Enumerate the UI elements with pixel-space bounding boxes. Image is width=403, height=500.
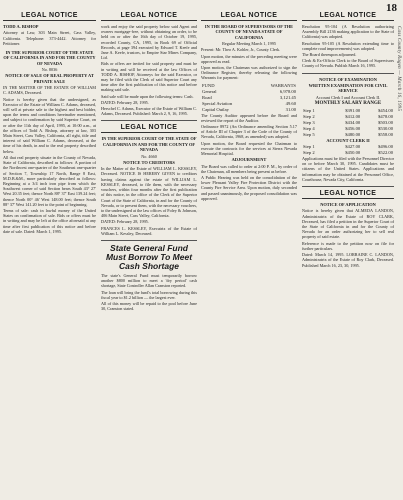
notice-application bbox=[302, 202, 394, 268]
notice-paragraph: Upon motion, the Chairman was authorized to sign the Ordinance Register, thereby releasing the following Warrants for payment: bbox=[201, 65, 297, 81]
salary-step: Step 5 bbox=[303, 132, 315, 138]
warrant-fund: FUND bbox=[202, 82, 215, 88]
notice-estate: IN THE MATTER OF THE ESTATE OF WILLIAM C. ADAMS, Deceased. bbox=[3, 85, 96, 96]
notice-examination bbox=[302, 77, 394, 182]
notice-to-creditors bbox=[101, 136, 197, 235]
section-header: LEGAL NOTICE bbox=[101, 124, 197, 133]
notice-signature: Dated: March 14, 1995. LORRAINE C. LANDON, Administratrix of the Estate of Roy Clark, Deceased. Published March 16, 23, 30, 1995. bbox=[302, 252, 394, 268]
notice-board-title: IN THE BOARD OF SUPERVISORS OF THE COUNTY OF NEVADA STATE OF CALIFORNIA bbox=[204, 24, 294, 40]
notice-title: TODD A. BISHOP bbox=[3, 24, 39, 29]
salary-step: Step 2 bbox=[303, 114, 315, 120]
column-3 bbox=[201, 12, 297, 494]
salary-value: $427.00 bbox=[345, 144, 361, 150]
notice-paragraph: All that real property situate in the County of Nevada, State of California, described as follows: A portion of the Northwest one-quarter of the Southeast one-quarter of Section 7, Township 17 North, Range 8 East, M.D.B.&M., more particularly described as follows: Beginning at a 3/4 inch iron pipe from which the Southwest corner of said Section bears South 43° 27' West 20.35 feet; thence North 88° 37' East 139.24 feet; thence North 00° 46' West 148.00 feet; thence South 88° 37' West 141.20 feet to the point of beginning. bbox=[3, 154, 96, 207]
notice-case-number: No. 4660 bbox=[141, 153, 157, 159]
salary-value: $450.00 bbox=[345, 150, 361, 156]
column-2 bbox=[101, 12, 197, 494]
salary-value: $558.00 bbox=[378, 132, 393, 138]
notice-paragraph: Bids or offers are invited for said property and must be in writing and will be received at the law Offices of TODD A. BISHOP, Attorneys for the said Executor, or may be filed with the Clerk of said Superior Court any time after the first publication of this notice and before making said sale. bbox=[101, 61, 197, 93]
notice-sale-of-property bbox=[3, 50, 96, 234]
meeting-date: Regular Meeting March 1, 1995 bbox=[222, 41, 276, 47]
column-4-header: LEGAL NOTICE bbox=[302, 12, 394, 21]
notice-paragraph: Ordinance 8972 (An Ordinance amending Section 5.17 of Article III of Chapter 3 of the Code of the County of Nevada, California, 1968, as amended) was adopted. bbox=[201, 124, 297, 140]
notice-subtitle: ADJOURNMENT bbox=[231, 157, 267, 163]
notice-court-title: IN THE SUPERIOR COURT OF THE STATE OF CALIFORNIA IN AND FOR THE COUNTY OF NEVADA bbox=[101, 136, 197, 153]
warrant-fund: Road bbox=[202, 94, 212, 100]
notice-paragraph: Resolution 95-105 (A Resolution extending time to complete road improvements) was adopted. bbox=[302, 40, 394, 51]
divider bbox=[101, 120, 197, 121]
notice-paragraph: Upon motion, the minutes of the preceding meeting were approved as read. bbox=[201, 53, 297, 64]
notice-paragraph: Applications must be filed with the Personnel Director on or before March 30, 1995. Candidates must be citizens of the United States. Applications and information may be obtained at the Personnel Office, Courthouse, Nevada City, California. bbox=[302, 156, 394, 182]
warrant-amount: 49.60 bbox=[285, 100, 296, 106]
salary-value: $391.00 bbox=[345, 108, 361, 114]
salary-value: $478.00 bbox=[378, 114, 393, 120]
column-3-header: LEGAL NOTICE bbox=[201, 12, 297, 21]
news-article bbox=[101, 273, 197, 311]
notice-paragraph: Notice is hereby given that ALMEDA LANDON, Administratrix of the Estate of ROY CLARK, Deceased, has filed a petition in the Superior Court of the State of California in and for the County of Nevada for an order authorizing her to sell real property of said estate. bbox=[302, 208, 394, 240]
notice-paragraph: The County Auditor appeared before the Board and reviewed the report of the Auditor. bbox=[201, 112, 297, 123]
article-paragraph: The loan will bring the fund's total borrowing during this fiscal year to $1.2 billion — the largest ever. bbox=[101, 289, 197, 300]
warrant-amount: 3,121.45 bbox=[279, 94, 296, 100]
salary-step: Step 2 bbox=[303, 150, 315, 156]
notice-continued bbox=[101, 24, 197, 116]
notice-signature: Herschel C. Adams, Executor of the Estate of William C. Adams, Deceased. Published: March 2, 9, 16, 1995. bbox=[101, 106, 197, 117]
warrant-fund: Capital Outlay bbox=[202, 106, 229, 112]
warrant-fund: Special Aviation bbox=[202, 100, 233, 106]
notice-subtitle: NOTICE OF SALE OF REAL PROPERTY AT PRIVATE SALE bbox=[5, 73, 94, 84]
warrant-table bbox=[201, 83, 297, 113]
notice-attorney bbox=[3, 24, 96, 46]
notice-title: NOTICE OF APPLICATION bbox=[320, 202, 376, 208]
salary-step: Step 3 bbox=[303, 120, 315, 126]
notice-paragraph: In the Matter of the Estate of WILLIAM L. KESSLEY, Deceased. NOTICE IS HEREBY GIVEN to creditors having claims against the estate of WILLIAM L. KESSLEY, deceased, to file them, with the necessary vouchers, within four months after the first publication of this notice, in the office of the Clerk of the Superior Court of the State of California, in and for the County of Nevada, or to present them, with the necessary vouchers, to the undersigned at the law offices of Foley & Johnson, 406 Main Street, Cass Valley, California. bbox=[101, 166, 197, 219]
salary-value: $522.00 bbox=[378, 150, 393, 156]
news-headline: State General Fund Must Borrow To Meet Cash Shortage bbox=[105, 242, 193, 271]
notice-paragraph: Account Clerk I and Account Clerk II. bbox=[315, 94, 381, 100]
divider bbox=[302, 73, 394, 74]
notice-signature: Clerk & Ex-Officio Clerk to the Board of Supervisors County of Nevada. Publish March 16, 1995. bbox=[302, 58, 394, 69]
notice-paragraph: The Board was called to order at 2:00 P. M., by order of the Chairman, all members being present as before. bbox=[201, 163, 297, 174]
divider bbox=[302, 186, 394, 187]
notice-board-minutes bbox=[201, 24, 297, 201]
notice-paragraph: Notice is hereby given that the undersigned, as Executor of the Estate of William C. Adams, deceased, will sell at private sale to the highest and best bidder, upon the terms and conditions hereinafter mentioned, and subject to confirmation by said Superior Court, on or after the 11th day of April, 1995, at 10:00 a.m., at the offices of Todd A. Bishop, attorney at law, 303 Main Street, Cass Valley, California, all right, title and interest of said William C. Adams, deceased, at the time of his death, in and to the real property described below. bbox=[3, 96, 96, 154]
notice-paragraph: Terms of sale: cash in lawful money of the United States on confirmation of sale. Bids or offers must be in writing and may be left at the office aforesaid at any time after first publication of this notice and before date of sale. Dated: March 1, 1995. bbox=[3, 207, 96, 234]
running-head: Cass County Ragen — March 16, 1995 bbox=[396, 26, 401, 112]
article-paragraph: The state's General Fund must temporarily borrow another $800 million to meet a 'dry period' cash shortage, State Controller Allan Cranston reported. bbox=[101, 272, 197, 289]
salary-value: $412.00 bbox=[345, 114, 361, 120]
notice-paragraph: Present: Mr. Theo A. Kohler, Jr., County Clerk. bbox=[201, 47, 281, 53]
notice-body: Attorney at Law, 303 Main Street, Cass Valley, California. Telephone: 373-4442. Attorney for Petitioner. bbox=[3, 30, 96, 46]
warrant-amount: WARRANTS bbox=[270, 82, 296, 88]
column-4 bbox=[302, 12, 394, 494]
notice-subtitle: NOTICE TO CREDITORS bbox=[123, 159, 175, 165]
notice-case-number: No. 8036 bbox=[41, 67, 58, 73]
warrant-amount: 6,978.00 bbox=[279, 88, 296, 94]
notice-court-title: IN THE SUPERIOR COURT OF THE STATE OF CALIFORNIA IN AND FOR THE COUNTY OF NEVADA bbox=[3, 50, 96, 66]
notice-paragraph: The Board thereupon adjourned. bbox=[302, 52, 357, 58]
salary-value: $496.00 bbox=[378, 144, 393, 150]
warrant-amount: 31.00 bbox=[285, 106, 296, 112]
salary-value: $480.00 bbox=[345, 132, 361, 138]
divider bbox=[101, 240, 197, 241]
article-paragraph: All of this money will be repaid to the pool before June 30, Cranston stated. bbox=[101, 300, 197, 312]
salary-value: $503.00 bbox=[378, 120, 393, 126]
warrant-fund: General bbox=[202, 88, 217, 94]
notice-title: NOTICE OF EXAMINATION bbox=[319, 76, 377, 82]
column-2-header: LEGAL NOTICE bbox=[101, 12, 197, 21]
salary-value: $456.00 bbox=[345, 126, 361, 132]
notice-dated: DATED: February 28, 1995. bbox=[101, 99, 149, 105]
salary-value: $530.00 bbox=[378, 126, 393, 132]
column-1-header: LEGAL NOTICE bbox=[3, 12, 96, 21]
salary-value: $454.00 bbox=[378, 108, 393, 114]
notice-paragraph: Said sale will be made upon the following terms: Cash. bbox=[101, 93, 194, 99]
notice-paragraph: work and enjoy the said property below said Agent and owners mortgage-free, without obtaining an order, to be held on or after the 16th day of October 19, 1995, recorded County, CA, 1995, in Book 69 of Official Records, at page 394 executed by Edward T. Keefe and Jane A. Keefe, trustors, to Empire Star Mines Company, Ltd. bbox=[101, 24, 197, 61]
section-header: LEGAL NOTICE bbox=[302, 190, 394, 199]
notice-paragraph: Upon motion, the Board requested the Chairman to execute the contracts for the services at Sierra Nevada Memorial Hospital. bbox=[201, 140, 297, 157]
salary-subheader: ACCOUNT CLERK II bbox=[326, 138, 370, 144]
column-1 bbox=[3, 12, 96, 494]
page-number: 18 bbox=[386, 2, 397, 14]
notice-paragraph: A Public Hearing was held on the consolidation of the lower Pleasant Valley Fire Protection District with the County Fire Service Area. Upon motion, duly seconded and passed unanimously, the proposed consolidation was approved. bbox=[201, 175, 297, 201]
salary-table bbox=[302, 108, 394, 156]
notice-resolutions bbox=[302, 24, 394, 69]
salary-step: Step 4 bbox=[303, 126, 315, 132]
salary-table-title: MONTHLY SALARY RANGE bbox=[314, 101, 382, 107]
notice-paragraph: Reference is made to the petition now on file for further particulars. bbox=[302, 240, 394, 251]
notice-subtitle: WRITTEN EXAMINATION FOR CIVIL SERVICE bbox=[308, 83, 388, 94]
notice-dated: DATED: February 28, 1995. bbox=[101, 219, 149, 225]
salary-value: $434.00 bbox=[345, 120, 361, 126]
notice-paragraph: Resolution 95-104 (A Resolution authorizing Assembly Bill 2136 making application to the State of California) was adopted. bbox=[302, 24, 394, 40]
salary-step: Step 1 bbox=[303, 144, 315, 150]
notice-signature: FRANCES L. KESSLEY, Executrix of the Estate of William L. Kessley, Deceased. bbox=[101, 225, 197, 236]
salary-step: Step 1 bbox=[303, 108, 315, 114]
